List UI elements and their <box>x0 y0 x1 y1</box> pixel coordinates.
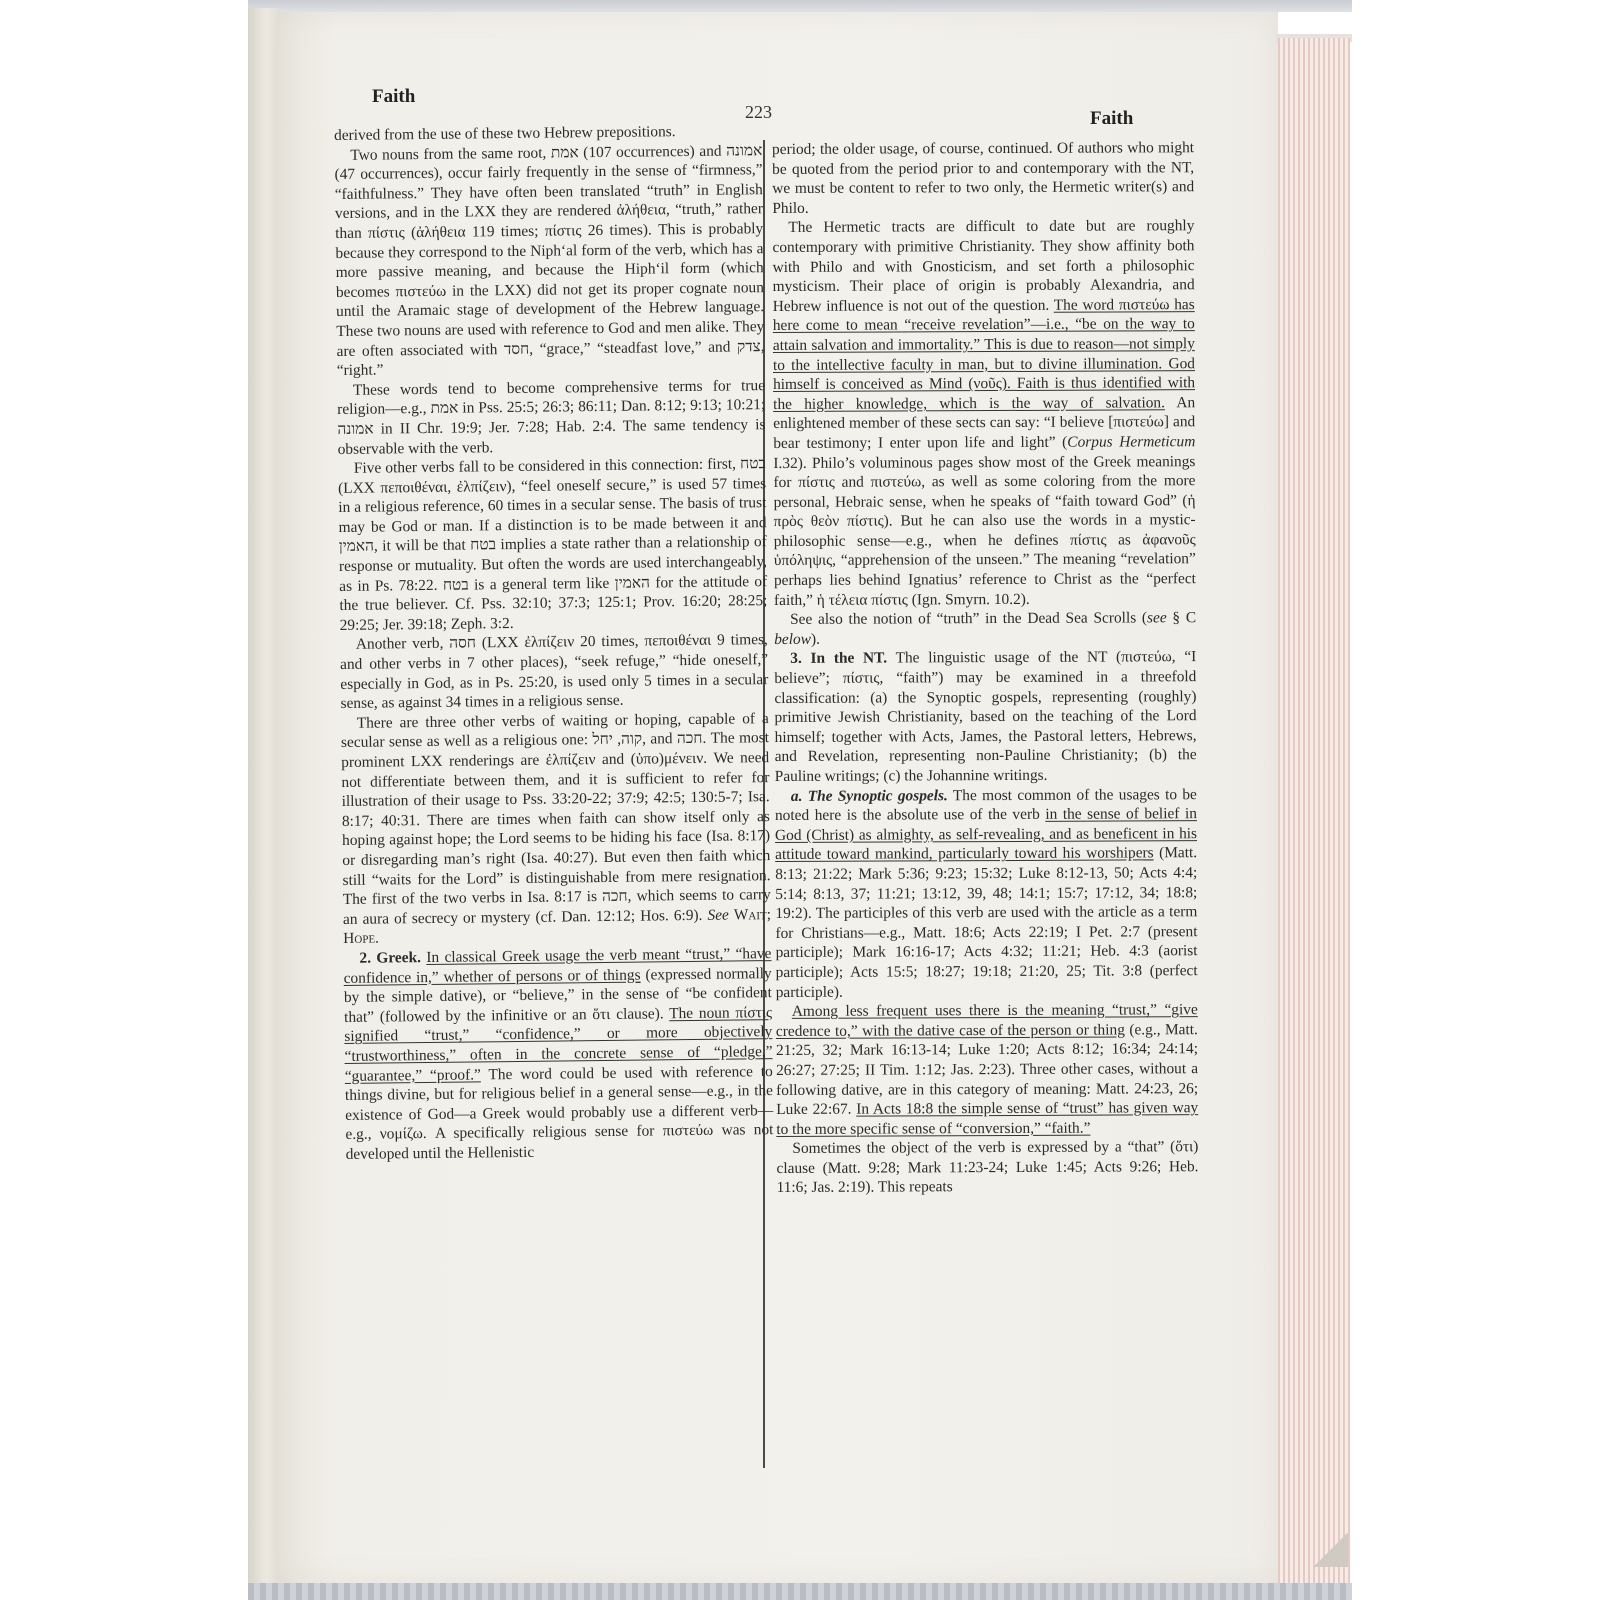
paragraph-text: The Hermetic tracts are difficult to date but are roughly contemporary with primitive Christianity. They show affinity both with Philo and with Gnosticism, and set forth a philosophic mysticism. Their place of origin is probably Alexandria, and Hebrew influence is not out of the question. <box>772 217 1195 315</box>
paragraph: These words tend to become comprehensive terms for true religion—e.g., אמת in Pss. 25:5; 26:3; 86:11; Dan. 8:12; 9:13; 10:21; אמונה in II Chr. 19:9; Jer. 7:28; Hab. 2:4. The same tendency is observable with the verb. <box>337 376 766 458</box>
page-corner <box>1312 1533 1348 1567</box>
underlined-text: In Acts 18:8 the simple sense of “trust” has given way to the more specific sense of “conversion,” “faith.” <box>776 1099 1199 1138</box>
background-left <box>0 0 248 1600</box>
citation-title: Corpus Hermeticum <box>1067 433 1196 451</box>
paragraph-text: An enlightened member of these sects can say: “I believe [πιστεύω] and bear testimony; I enter upon life and light” ( <box>773 393 1196 452</box>
page-stack-edges <box>1278 38 1350 1586</box>
running-head-left: Faith <box>372 86 416 107</box>
paragraph-text: (expressed normally by the simple dative), or “believe,” in the sense of “be confident that” (followed by the infinitive or an ὅτι clause). <box>343 964 772 1026</box>
section-heading: 3. In the NT. <box>790 649 888 668</box>
paragraph-text: (Matt. 8:13; 21:22; Mark 5:36; 9:23; 15:32; Luke 8:12-13, 50; Acts 4:4; 5:14; 8:13, 37; 11:21; 13:12, 39, 48; 14:1; 15:7; 17:12, 34; 18:8; 19:2). The participles of this verb are used with the article as a term for Christians—e.g., Matt. 18:6; Acts 22:19; I Pet. 2:7 (present participle); Mark 16:16-17; Acts 4:32; 11:21; Heb. 4:3 (aorist participle); Acts 15:5; 18:27; 19:18; 21:20, 25; Tit. 3:8 (perfect participle). <box>775 844 1198 1001</box>
paragraph: period; the older usage, of course, continued. Of authors who might be quoted from the period prior to and contemporary with the NT, we must be content to refer to two only, the Hermetic writer(s) and Philo. <box>772 139 1195 217</box>
page-number: 223 <box>745 102 772 122</box>
paragraph: derived from the use of these two Hebrew prepositions. <box>334 123 676 144</box>
underlined-text: Among less frequent uses there is the meaning “trust,” “give credence to,” with the dative case of the person or thing <box>775 1001 1198 1040</box>
table-surface <box>248 1583 1352 1600</box>
cross-references: Wait; Hope. <box>343 905 772 948</box>
paragraph-text: ). <box>810 630 820 648</box>
running-head-right: Faith <box>1090 108 1134 129</box>
paragraph-text: (e.g., Matt. 21:25, 32; Mark 16:13-14; Luke 1:20; Acts 8:12; 16:34; 24:14; 26:27; 27:25; II Tim. 1:12; Jas. 2:23). Three other cases, without a following dative, are in this category of meaning: Matt. 24:23, 26; Luke 22:67. <box>775 1020 1199 1119</box>
background-right <box>1352 0 1600 1600</box>
below-label: below <box>774 630 811 648</box>
left-column <box>334 121 774 1164</box>
subsection-heading: a. The Synoptic gospels. <box>790 786 948 805</box>
paragraph-text: See also the notion of “truth” in the Dead Sea Scrolls ( <box>790 609 1148 629</box>
see-reference-label: See <box>707 906 729 924</box>
section-nt <box>774 648 1197 787</box>
paragraph: Another verb, חסה (LXX ἐλπίζειν 20 times, πεποιθέναι 9 times, and other verbs in 7 other places), “seek refuge,” “hide oneself,” especially in God, as in Ps. 25:20, is used only 5 times in a secular sense, as against 34 times in a religious sense. <box>340 631 769 713</box>
paragraph <box>772 217 1196 611</box>
underlined-text: In classical Greek usage the verb meant “trust,” “have confidence in,” whether of persons or of things <box>343 945 772 987</box>
underlined-text: The noun πίστις signified “trust,” “confidence,” or more objectively “trustworthiness,” often in the concrete sense of “pledge,” “guarantee,” “proof.” <box>344 1003 773 1085</box>
paragraph <box>341 709 772 949</box>
see-label: see <box>1147 609 1167 627</box>
right-column <box>772 138 1199 1198</box>
paragraph-text: The most common of the usages to be noted here is the absolute use of the verb <box>774 785 1197 825</box>
paragraph <box>776 1000 1199 1139</box>
underlined-text: in the sense of belief in God (Christ) as almighty, as self-revealing, and as beneficent in his attitude toward mankind, particularly toward his worshipers <box>774 805 1198 864</box>
paragraph-text: The word could be used with reference to things divine, but for religious belief in a general sense—e.g., in the existence of God—a Greek would probably use a different verb—e.g., νομίζω. A specifically religious sense for πιστεύω was not developed until the Hellenistic <box>344 1062 774 1163</box>
paragraph-text: § C <box>1166 609 1197 627</box>
paragraph <box>774 608 1196 649</box>
paragraph-text: The linguistic usage of the NT (πιστεύω, “I believe”; πίστις, “faith”) may be examined in a threefold classification: (a) the Synoptic gospels, representing (roughly) primitive Jewish Christianity, based on the teaching of the Lord himself; together with Acts, James, the Pastoral letters, Hebrews, and Revelation, representing non-Pauline Christianity; (b) the Pauline writings; (c) the Johannine writings. <box>774 648 1197 785</box>
facing-page-edge <box>248 8 278 1586</box>
section-heading: 2. Greek. <box>359 949 422 967</box>
paragraph: Two nouns from the same root, אמת (107 occurrences) and אמונה (47 occurrences), occur fairly frequently in the sense of “firmness,” “faithfulness.” They have often been translated “truth” in English versions, and in the LXX they are rendered ἀλήθεια, “truth,” rather than πίστις (ἀλήθεια 119 times; πίστις 26 times). This is probably because they correspond to the Niph‘al form of the verb, which has a more passive meaning, and because the Hiph‘il form (which becomes πιστεύω in the LXX) did not get its proper cognate noun until the Aramaic stage of development of the Hebrew language. These two nouns are used with reference to God and men alike. They are often associated with חסד, “grace,” “steadfast love,” and צדק, “right.” <box>334 141 765 380</box>
subsection-synoptic <box>775 785 1198 1002</box>
paragraph-text: There are three other verbs of waiting or hoping, capable of a secular sense as well as a religious one: קוה, יחל, and חכה. The most prominent LXX renderings are ἐλπίζειν and (ὑπο)μένειν. We need not differentiate between them, and it is sufficient to refer for illustration of their usage to Pss. 33:20-22; 37:9; 42:5; 130:5-7; Isa. 8:17; 40:31. There are times when faith can show itself only as hoping against hope; the Lord seems to be hiding his face (Isa. 8:17) or disregarding man’s right (Isa. 40:27). But even then faith which still “waits for the Lord” is distinguishable from mere resignation. The first of the two verbs in Isa. 8:17 is חכה, which seems to carry an aura of secrecy or mystery (cf. Dan. 12:12; Hos. 6:9). <box>340 709 771 928</box>
section-greek <box>343 944 773 1164</box>
paragraph: Five other verbs fall to be considered in this connection: first, בטח (LXX πεποιθέναι, ἐλπίζειν), “feel oneself secure,” is used 57 times in a religious reference, 60 times in a secular sense. The basis of trust may be God or man. If a distinction is to be made between it and האמין, it will be that בטח implies a state rather than a relationship of response or mutuality. But often the words are used interchangeably, as in Ps. 78:22. בטח is a general term like האמין for the attitude of the true believer. Cf. Pss. 32:10; 37:3; 125:1; Prov. 16:20; 28:25; 29:25; Jer. 39:18; Zeph. 3:2. <box>338 455 768 634</box>
paragraph: Sometimes the object of the verb is expressed by a “that” (ὅτι) clause (Matt. 9:28; Mark 11:23-24; Luke 1:45; Acts 9:26; Heb. 11:6; Jas. 2:19). This repeats <box>776 1138 1199 1197</box>
paragraph-text: I.32). Philo’s voluminous pages show most of the Greek meanings for πίστις and πιστεύω, as well as some coloring from the more personal, Hebraic sense, when he speaks of “faith toward God” (ἡ πρὸς θεὸν πίστις). But he can also use the words in a mystic-philosophic sense—e.g., when he defines πίστις as ἀφανοῦς ὑπόληψις, “apprehension of the unseen.” The meaning “revelation” perhaps lies behind Ignatius’ reference to Christ as the “perfect faith,” ἡ τέλεια πίστις (Ign. Smyrn. 10.2). <box>773 452 1196 609</box>
underlined-text: The word πιστεύω has here come to mean “receive revelation”—i.e., “be on the way to attain salvation and immortality.” This is due to reason—not simply to the intellective faculty in man, but to divine illumination. God himself is conceived as Mind (νοῦς). Faith is thus identified with the higher knowledge, which is the way of salvation. <box>772 295 1196 413</box>
background-top <box>248 0 1352 12</box>
